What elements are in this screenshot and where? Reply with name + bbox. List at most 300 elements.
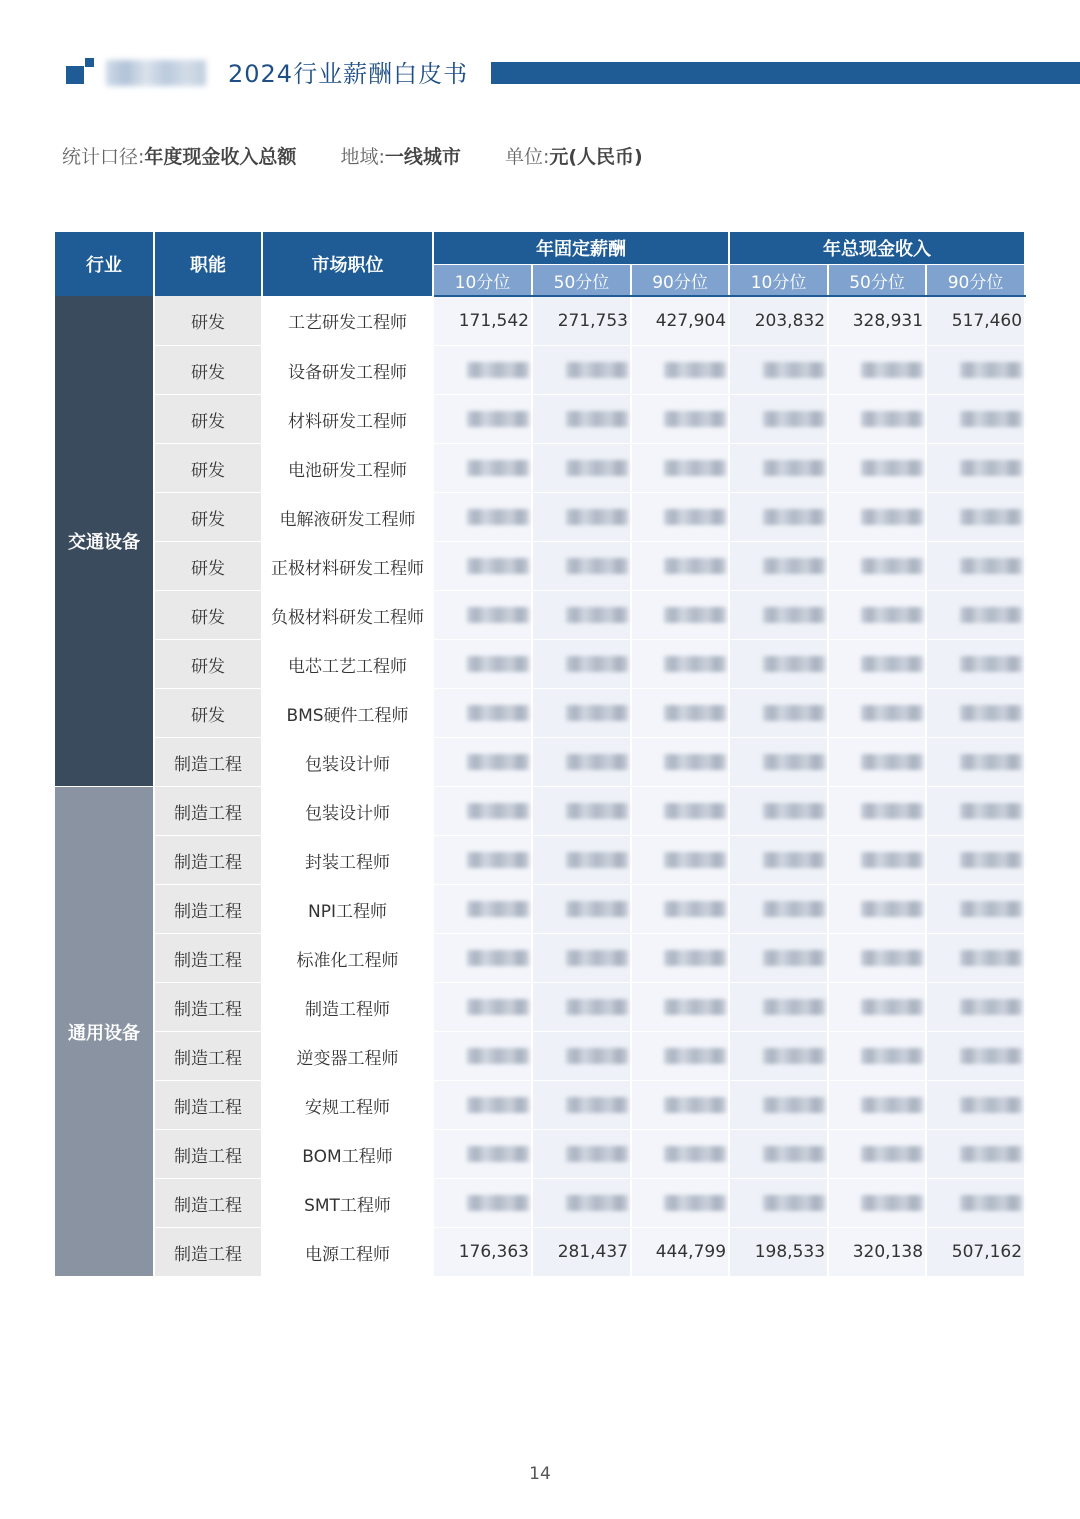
function-cell: 制造工程 (154, 1081, 262, 1130)
function-cell: 研发 (154, 493, 262, 542)
blurred-value (763, 901, 825, 917)
salary-value-blurred (926, 885, 1025, 934)
salary-value-blurred (729, 395, 828, 444)
blurred-value (960, 901, 1022, 917)
salary-value-blurred (926, 689, 1025, 738)
position-cell: 材料研发工程师 (262, 395, 433, 444)
salary-value-blurred (433, 346, 532, 395)
blurred-value (763, 411, 825, 427)
blurred-value (566, 558, 628, 574)
salary-value-blurred (729, 591, 828, 640)
salary-value-cell: 427,904 (631, 296, 729, 346)
blurred-value (664, 950, 726, 966)
blurred-value (467, 411, 529, 427)
salary-value-cell: 320,138 (828, 1228, 926, 1277)
table-header (55, 232, 1025, 296)
blurred-value (763, 607, 825, 623)
blurred-value (763, 558, 825, 574)
salary-value-blurred (828, 738, 926, 787)
salary-value-blurred (532, 493, 631, 542)
salary-value-blurred (532, 836, 631, 885)
salary-value-cell: 507,162 (926, 1228, 1025, 1277)
salary-value-blurred (631, 983, 729, 1032)
function-cell: 制造工程 (154, 1179, 262, 1228)
salary-value-blurred (532, 689, 631, 738)
header-total-cash: 年总现金收入 (729, 232, 1025, 265)
blurred-value (763, 852, 825, 868)
blurred-value (960, 754, 1022, 770)
salary-value-blurred (532, 591, 631, 640)
salary-value-cell: 517,460 (926, 296, 1025, 346)
salary-value-blurred (828, 983, 926, 1032)
salary-value-blurred (631, 1179, 729, 1228)
blurred-value (566, 1195, 628, 1211)
blurred-value (664, 1048, 726, 1064)
header-industry: 行业 (55, 232, 154, 296)
salary-value-blurred (828, 787, 926, 836)
salary-value-blurred (433, 1130, 532, 1179)
salary-value-blurred (729, 1179, 828, 1228)
salary-value-blurred (433, 1081, 532, 1130)
page-header (66, 56, 1080, 92)
blurred-value (960, 1097, 1022, 1113)
position-cell: 设备研发工程师 (262, 346, 433, 395)
salary-value-blurred (926, 346, 1025, 395)
blurred-value (861, 999, 923, 1015)
salary-value-blurred (926, 395, 1025, 444)
blurred-value (664, 411, 726, 427)
salary-value-blurred (729, 346, 828, 395)
salary-value-blurred (631, 836, 729, 885)
table-row (55, 1130, 1025, 1179)
position-cell: BOM工程师 (262, 1130, 433, 1179)
function-cell: 制造工程 (154, 1130, 262, 1179)
blurred-value (763, 754, 825, 770)
blurred-value (566, 950, 628, 966)
blurred-value (467, 460, 529, 476)
blurred-value (763, 803, 825, 819)
blurred-value (960, 558, 1022, 574)
salary-value-blurred (828, 1179, 926, 1228)
blurred-value (467, 362, 529, 378)
blurred-value (467, 509, 529, 525)
blurred-value (467, 1146, 529, 1162)
salary-value-blurred (828, 542, 926, 591)
blurred-value (861, 1146, 923, 1162)
salary-value-blurred (828, 885, 926, 934)
blurred-value (861, 852, 923, 868)
blurred-value (664, 705, 726, 721)
salary-value-blurred (828, 640, 926, 689)
blurred-value (664, 1146, 726, 1162)
salary-value-cell: 198,533 (729, 1228, 828, 1277)
blurred-value (664, 901, 726, 917)
salary-value-blurred (433, 787, 532, 836)
salary-value-blurred (729, 1032, 828, 1081)
salary-value-blurred (433, 885, 532, 934)
header-function: 职能 (154, 232, 262, 296)
blurred-value (763, 460, 825, 476)
function-cell: 研发 (154, 395, 262, 444)
blurred-value (467, 999, 529, 1015)
blurred-value (960, 656, 1022, 672)
salary-value-blurred (433, 738, 532, 787)
region-criteria: 地域:一线城市 (340, 146, 461, 168)
header-fixed-p50: 50分位 (532, 265, 631, 297)
salary-value-blurred (433, 983, 532, 1032)
salary-value-blurred (532, 1130, 631, 1179)
header-total-p50: 50分位 (828, 265, 926, 297)
salary-value-blurred (828, 1032, 926, 1081)
salary-value-blurred (729, 1081, 828, 1130)
salary-value-blurred (433, 493, 532, 542)
position-cell: 正极材料研发工程师 (262, 542, 433, 591)
blurred-value (861, 754, 923, 770)
salary-value-blurred (828, 493, 926, 542)
salary-value-blurred (828, 395, 926, 444)
salary-value-blurred (729, 787, 828, 836)
salary-value-blurred (631, 689, 729, 738)
header-fixed-p10: 10分位 (433, 265, 532, 297)
salary-value-blurred (926, 1081, 1025, 1130)
blurred-value (861, 656, 923, 672)
salary-value-blurred (631, 640, 729, 689)
position-cell: 电芯工艺工程师 (262, 640, 433, 689)
salary-value-blurred (532, 346, 631, 395)
title-accent-bar (491, 62, 1080, 84)
salary-value-blurred (729, 542, 828, 591)
blurred-value (566, 754, 628, 770)
salary-value-blurred (828, 689, 926, 738)
blurred-value (763, 1097, 825, 1113)
blurred-value (763, 1048, 825, 1064)
salary-value-blurred (532, 395, 631, 444)
table-row (55, 689, 1025, 738)
blurred-value (566, 509, 628, 525)
blurred-value (763, 509, 825, 525)
blurred-value (861, 950, 923, 966)
position-cell: 标准化工程师 (262, 934, 433, 983)
salary-value-blurred (532, 983, 631, 1032)
salary-value-blurred (433, 444, 532, 493)
unit-criteria: 单位:元(人民币) (504, 146, 643, 168)
salary-value-blurred (532, 934, 631, 983)
function-cell: 制造工程 (154, 983, 262, 1032)
table-row (55, 493, 1025, 542)
blurred-value (467, 754, 529, 770)
brand-logo-icon (66, 58, 96, 88)
salary-value-blurred (631, 346, 729, 395)
salary-value-cell: 171,542 (433, 296, 532, 346)
salary-value-blurred (631, 493, 729, 542)
table-row (55, 542, 1025, 591)
salary-value-blurred (532, 640, 631, 689)
salary-value-blurred (433, 934, 532, 983)
blurred-value (664, 1097, 726, 1113)
blurred-value (960, 1146, 1022, 1162)
blurred-value (763, 656, 825, 672)
salary-value-blurred (729, 738, 828, 787)
blurred-value (467, 607, 529, 623)
function-cell: 研发 (154, 640, 262, 689)
blurred-value (763, 999, 825, 1015)
header-position: 市场职位 (262, 232, 433, 296)
blurred-value (861, 803, 923, 819)
function-cell: 研发 (154, 444, 262, 493)
table-body (55, 296, 1025, 1277)
blurred-value (566, 1048, 628, 1064)
salary-value-blurred (828, 444, 926, 493)
salary-value-blurred (433, 591, 532, 640)
function-cell: 研发 (154, 591, 262, 640)
blurred-value (960, 803, 1022, 819)
blurred-value (566, 460, 628, 476)
position-cell: 电解液研发工程师 (262, 493, 433, 542)
blurred-value (467, 852, 529, 868)
blurred-value (861, 509, 923, 525)
position-cell: 包装设计师 (262, 738, 433, 787)
blurred-value (861, 607, 923, 623)
function-cell: 制造工程 (154, 836, 262, 885)
salary-value-blurred (926, 1179, 1025, 1228)
salary-value-blurred (926, 983, 1025, 1032)
table-row (55, 346, 1025, 395)
table-row (55, 934, 1025, 983)
position-cell: 包装设计师 (262, 787, 433, 836)
header-total-p90: 90分位 (926, 265, 1025, 297)
position-cell: 制造工程师 (262, 983, 433, 1032)
blurred-value (861, 411, 923, 427)
blurred-value (566, 705, 628, 721)
blurred-value (960, 705, 1022, 721)
blurred-value (664, 558, 726, 574)
function-cell: 制造工程 (154, 738, 262, 787)
salary-table (55, 232, 1026, 1277)
blurred-value (566, 362, 628, 378)
salary-value-blurred (828, 1130, 926, 1179)
salary-value-blurred (631, 885, 729, 934)
salary-value-cell: 176,363 (433, 1228, 532, 1277)
salary-value-blurred (532, 885, 631, 934)
salary-value-cell: 328,931 (828, 296, 926, 346)
blurred-value (960, 1195, 1022, 1211)
blurred-value (467, 1097, 529, 1113)
function-cell: 制造工程 (154, 885, 262, 934)
table-row (55, 787, 1025, 836)
blurred-value (763, 362, 825, 378)
salary-value-blurred (729, 444, 828, 493)
salary-value-blurred (926, 493, 1025, 542)
blurred-value (960, 362, 1022, 378)
position-cell: 逆变器工程师 (262, 1032, 433, 1081)
function-cell: 制造工程 (154, 1228, 262, 1277)
blurred-value (861, 705, 923, 721)
salary-value-blurred (729, 836, 828, 885)
blurred-value (861, 1048, 923, 1064)
blurred-value (467, 1048, 529, 1064)
function-cell: 制造工程 (154, 934, 262, 983)
blurred-value (664, 460, 726, 476)
salary-value-blurred (631, 395, 729, 444)
blurred-value (467, 803, 529, 819)
blurred-value (664, 607, 726, 623)
salary-value-blurred (926, 934, 1025, 983)
blurred-value (960, 950, 1022, 966)
salary-value-blurred (532, 1032, 631, 1081)
blurred-value (566, 1097, 628, 1113)
salary-value-blurred (532, 787, 631, 836)
function-cell: 研发 (154, 689, 262, 738)
blurred-value (763, 1195, 825, 1211)
blurred-value (467, 901, 529, 917)
salary-value-cell: 271,753 (532, 296, 631, 346)
salary-value-blurred (926, 640, 1025, 689)
salary-value-blurred (631, 444, 729, 493)
salary-value-blurred (926, 738, 1025, 787)
header-total-p10: 10分位 (729, 265, 828, 297)
salary-value-blurred (729, 1130, 828, 1179)
blurred-value (566, 656, 628, 672)
table-row (55, 1228, 1025, 1277)
salary-value-blurred (532, 542, 631, 591)
blurred-value (664, 656, 726, 672)
blurred-value (664, 362, 726, 378)
blurred-value (566, 803, 628, 819)
salary-value-blurred (433, 836, 532, 885)
blurred-value (467, 558, 529, 574)
salary-value-blurred (926, 444, 1025, 493)
salary-value-blurred (631, 934, 729, 983)
position-cell: BMS硬件工程师 (262, 689, 433, 738)
salary-value-blurred (433, 395, 532, 444)
salary-value-blurred (729, 493, 828, 542)
blurred-value (467, 1195, 529, 1211)
stats-criteria (62, 140, 681, 174)
header-fixed-p90: 90分位 (631, 265, 729, 297)
table-row (55, 444, 1025, 493)
salary-value-blurred (926, 591, 1025, 640)
blurred-value (960, 1048, 1022, 1064)
table-row (55, 640, 1025, 689)
position-cell: 工艺研发工程师 (262, 296, 433, 346)
salary-value-blurred (631, 1081, 729, 1130)
blurred-value (566, 607, 628, 623)
salary-value-blurred (729, 934, 828, 983)
blurred-value (861, 362, 923, 378)
salary-value-blurred (828, 836, 926, 885)
table-row (55, 1032, 1025, 1081)
position-cell: 安规工程师 (262, 1081, 433, 1130)
salary-value-blurred (433, 689, 532, 738)
table-row (55, 1081, 1025, 1130)
function-cell: 制造工程 (154, 1032, 262, 1081)
blurred-value (467, 950, 529, 966)
salary-value-blurred (532, 1179, 631, 1228)
function-cell: 研发 (154, 542, 262, 591)
position-cell: 电源工程师 (262, 1228, 433, 1277)
header-fixed-pay: 年固定薪酬 (433, 232, 729, 265)
salary-value-blurred (532, 444, 631, 493)
blurred-value (861, 1195, 923, 1211)
salary-value-blurred (729, 983, 828, 1032)
blurred-value (664, 509, 726, 525)
blurred-value (960, 852, 1022, 868)
salary-value-blurred (828, 1081, 926, 1130)
salary-value-blurred (433, 542, 532, 591)
blurred-value (763, 950, 825, 966)
position-cell: 封装工程师 (262, 836, 433, 885)
blurred-value (861, 1097, 923, 1113)
table-row (55, 395, 1025, 444)
salary-value-blurred (926, 542, 1025, 591)
blurred-value (566, 852, 628, 868)
table-row (55, 1179, 1025, 1228)
salary-value-blurred (631, 1032, 729, 1081)
blurred-value (664, 999, 726, 1015)
blurred-value (960, 509, 1022, 525)
blurred-value (763, 1146, 825, 1162)
salary-value-blurred (631, 787, 729, 836)
position-cell: SMT工程师 (262, 1179, 433, 1228)
salary-value-blurred (631, 1130, 729, 1179)
salary-value-cell: 203,832 (729, 296, 828, 346)
salary-value-blurred (828, 346, 926, 395)
blurred-value (566, 999, 628, 1015)
salary-value-blurred (729, 885, 828, 934)
salary-value-blurred (631, 738, 729, 787)
salary-value-blurred (828, 591, 926, 640)
table-row (55, 738, 1025, 787)
salary-value-cell: 444,799 (631, 1228, 729, 1277)
salary-value-blurred (433, 1179, 532, 1228)
blurred-value (960, 411, 1022, 427)
salary-value-blurred (631, 591, 729, 640)
blurred-value (467, 705, 529, 721)
salary-value-cell: 281,437 (532, 1228, 631, 1277)
blurred-value (566, 901, 628, 917)
salary-value-blurred (729, 640, 828, 689)
table-row (55, 983, 1025, 1032)
table-row (55, 296, 1025, 346)
salary-value-blurred (433, 640, 532, 689)
blurred-value (566, 1146, 628, 1162)
blurred-value (467, 656, 529, 672)
salary-value-blurred (926, 1032, 1025, 1081)
table-row (55, 836, 1025, 885)
salary-value-blurred (433, 1032, 532, 1081)
blurred-value (960, 607, 1022, 623)
blurred-value (960, 460, 1022, 476)
table-row (55, 885, 1025, 934)
document-title: 2024行业薪酬白皮书 (228, 60, 469, 88)
blurred-value (664, 852, 726, 868)
salary-value-blurred (926, 836, 1025, 885)
salary-value-blurred (729, 689, 828, 738)
salary-value-blurred (828, 934, 926, 983)
blurred-value (664, 803, 726, 819)
salary-value-blurred (532, 1081, 631, 1130)
function-cell: 研发 (154, 346, 262, 395)
table-row (55, 591, 1025, 640)
blurred-value (664, 1195, 726, 1211)
blurred-value (861, 460, 923, 476)
blurred-value (861, 558, 923, 574)
position-cell: NPI工程师 (262, 885, 433, 934)
scope-criteria: 统计口径:年度现金收入总额 (62, 146, 297, 168)
salary-value-blurred (926, 1130, 1025, 1179)
salary-value-blurred (532, 738, 631, 787)
blurred-value (664, 754, 726, 770)
